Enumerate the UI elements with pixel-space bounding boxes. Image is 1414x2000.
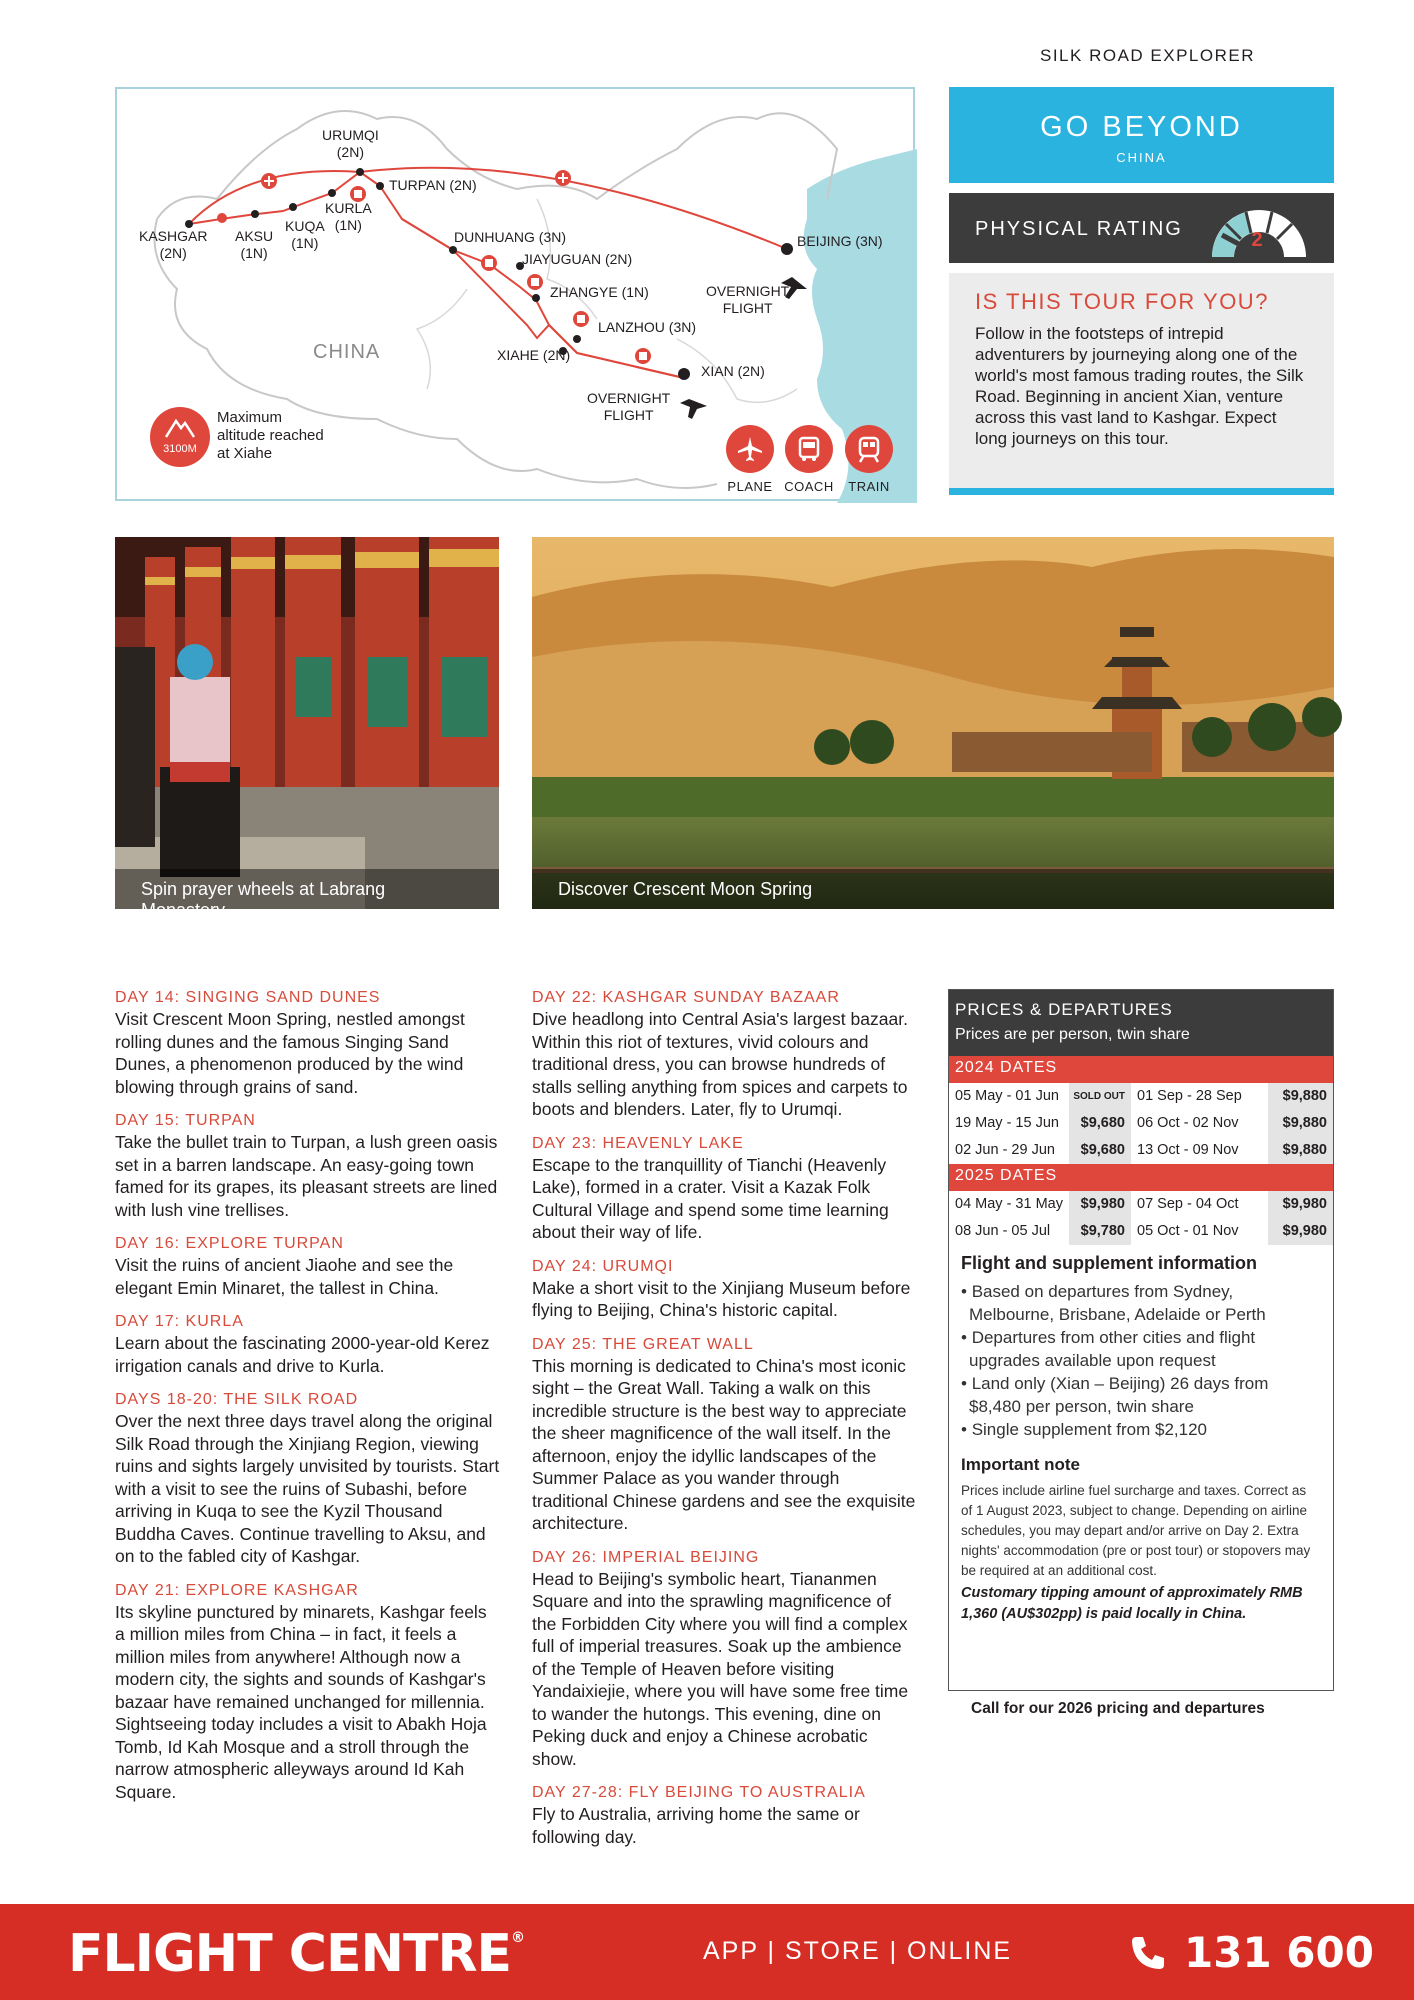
price-row (949, 1191, 1333, 1218)
legend-plane-label: PLANE (727, 479, 773, 494)
tour-description: Follow in the footsteps of intrepid adventurers by journeying along one of the world's most famous trading routes, the Silk Road. Beginning in ancient Xian, venture across this vast land to Kashgar. Expect long journeys on this tour. (975, 324, 1304, 448)
go-beyond-banner (949, 87, 1334, 183)
day-title: DAY 15: TURPAN (115, 1112, 256, 1129)
departure-date: 07 Sep - 04 Oct (1137, 1196, 1239, 1212)
tour-suitability-box (949, 273, 1334, 495)
city-label-lanzhou: LANZHOU (3N) (598, 319, 697, 335)
day-title: DAY 17: KURLA (115, 1313, 244, 1330)
altitude-badge (150, 407, 210, 467)
legend-train (839, 425, 899, 494)
city-dot-kuqa (289, 203, 297, 211)
day-title: DAY 22: KASHGAR SUNDAY BAZAAR (532, 989, 840, 1006)
day-text: Make a short visit to the Xinjiang Museum before flying to Beijing, China's historic capital. (532, 1277, 911, 1320)
sales-channels: APP | STORE | ONLINE (703, 1937, 1013, 1965)
day-title: DAY 16: EXPLORE TURPAN (115, 1235, 344, 1252)
day-text: Visit Crescent Moon Spring, nestled amongst rolling dunes and the famous Singing Sand Dunes, a phenomenon produced by the wind blowing through grains of sand. (115, 1009, 465, 1097)
series-label: SILK ROAD EXPLORER (1040, 46, 1256, 65)
call-for-pricing: Call for our 2026 pricing and departures (971, 1700, 1265, 1717)
important-note-text: Prices include airline fuel surcharge and taxes. Correct as of 1 August 2023, subject to change. Depending on airline schedules, you may depart and/or arrive on Day 2. Extra nights' accommodation (pre or post tour) or stopovers may be required at an additional cost. (961, 1483, 1311, 1578)
price-row (949, 1083, 1333, 1110)
departure-date: 05 Oct - 01 Nov (1137, 1223, 1239, 1239)
city-label-kurla: KURLA (1N) (325, 200, 372, 233)
itinerary-day (115, 1111, 500, 1221)
departure-date: 06 Oct - 02 Nov (1137, 1115, 1239, 1131)
city-label-xiahe: XIAHE (2N) (497, 347, 571, 363)
important-note-heading: Important note (961, 1455, 1080, 1474)
phone-number[interactable]: 131 600 (1184, 1928, 1374, 1977)
year-header: 2024 DATES (949, 1056, 1333, 1083)
physical-rating-bar (949, 193, 1334, 263)
city-dot-kashgar (185, 220, 193, 228)
route-plane-marker (555, 170, 571, 186)
itinerary-day (532, 1257, 917, 1322)
list-item: • Single supplement from $2,120 (961, 1418, 1321, 1441)
price-value: SOLD OUT (1069, 1083, 1131, 1110)
physical-rating-value: 2 (1251, 229, 1263, 251)
photo-caption: Discover Crescent Moon Spring (532, 869, 1334, 909)
city-dot-aksu (251, 210, 259, 218)
legend-coach (779, 425, 839, 494)
phone-icon (1128, 1933, 1168, 1973)
city-label-xian: XIAN (2N) (701, 363, 765, 379)
prices-title: PRICES & DEPARTURES (955, 1000, 1173, 1019)
itinerary-day (115, 1234, 500, 1299)
city-label-kuqa: KUQA (1N) (285, 218, 325, 251)
city-dot-turpan (376, 182, 384, 190)
itinerary-day (115, 1581, 500, 1804)
day-text: This morning is dedicated to China's most iconic sight – the Great Wall. Taking a walk on this incredible structure is the best way to appreciate the sheer magnificence of the wall itself. In the afternoon, enjoy the idyllic landscapes of the Summer Palace as you wander through traditional Chinese gardens and see the exquisite architecture. (532, 1355, 916, 1533)
itinerary-day (115, 1312, 500, 1377)
itinerary-column-left (115, 988, 500, 1816)
overnight-flight-label: OVERNIGHT FLIGHT (706, 283, 790, 316)
route-map (115, 87, 915, 501)
go-beyond-title: GO BEYOND (1040, 111, 1243, 143)
legend-plane (720, 425, 780, 494)
city-dot-lanzhou (573, 335, 581, 343)
photo-caption: Spin prayer wheels at Labrang Monastery (115, 869, 499, 909)
city-dot-dunhuang (449, 246, 457, 254)
coach-icon (795, 435, 823, 463)
altitude-text: Maximum altitude reached at Xiahe (217, 409, 324, 462)
itinerary-day (532, 988, 917, 1121)
city-dot-urumqi (356, 168, 364, 176)
ground-route (189, 172, 684, 378)
city-dot-xian (678, 368, 690, 380)
city-label-jiayuguan: JIAYUGUAN (2N) (522, 251, 633, 267)
day-text: Take the bullet train to Turpan, a lush green oasis set in a barren landscape. An easy-going town famed for its grapes, its pleasant streets are lined with lush vine trellises. (115, 1132, 498, 1220)
route-plane-marker (261, 173, 277, 189)
flight-info-list (961, 1280, 1321, 1441)
list-item: • Based on departures from Sydney, Melbourne, Brisbane, Adelaide or Perth (961, 1280, 1321, 1326)
city-label-beijing: BEIJING (3N) (797, 233, 883, 249)
crescent-moon-image (532, 537, 1334, 909)
departure-date: 08 Jun - 05 Jul (955, 1223, 1051, 1239)
list-item: • Land only (Xian – Beijing) 26 days from $8,480 per person, twin share (961, 1372, 1321, 1418)
ground-route (402, 219, 453, 250)
price-row (949, 1110, 1333, 1137)
price-value: $9,980 (1069, 1191, 1131, 1218)
northern-border (157, 111, 837, 219)
mountain-icon (164, 415, 196, 439)
departure-date: 01 Sep - 28 Sep (1137, 1088, 1242, 1104)
crescent-moon-photo (532, 537, 1334, 909)
city-label-aksu: AKSU (1N) (235, 228, 274, 261)
flight-info-heading: Flight and supplement information (961, 1253, 1257, 1273)
legend-train-label: TRAIN (848, 479, 890, 494)
important-note (961, 1455, 1321, 1625)
day-title: DAY 14: SINGING SAND DUNES (115, 989, 381, 1006)
plane-icon (736, 435, 764, 463)
route-train-marker (217, 213, 227, 223)
itinerary-day (115, 1390, 500, 1568)
departure-date: 02 Jun - 29 Jun (955, 1142, 1055, 1158)
day-text: Its skyline punctured by minarets, Kashgar feels a million miles from China – in fact, it feels a million miles from anywhere! Although now a modern city, the sights and sounds of Kashgar's bazaar have remained unchanged for millennia. Sightseeing today includes a visit to Abakh Hoja Tomb, Id Kah Mosque and a stroll through the narrow atmospheric alleyways around Id Kah Square. (115, 1601, 487, 1802)
departure-date: 05 May - 01 Jun (955, 1088, 1059, 1104)
departure-date: 13 Oct - 09 Nov (1137, 1142, 1239, 1158)
day-text: Escape to the tranquillity of Tianchi (Heavenly Lake), formed in a crater. Visit a Kazak Folk Cultural Village and spend some time learning about their way of life. (532, 1154, 889, 1242)
day-text: Dive headlong into Central Asia's largest bazaar. Within this riot of textures, vivid colours and traditional dress, you can browse hundreds of stalls selling anything from spices and carpets to boots and blenders. Later, fly to Urumqi. (532, 1009, 908, 1119)
plane-icon (680, 399, 707, 419)
registered-mark: ® (511, 1930, 525, 1946)
itinerary-day (532, 1548, 917, 1771)
province-line (417, 289, 467, 389)
prices-subtitle: Prices are per person, twin share (955, 1026, 1190, 1043)
city-dot-kurla (328, 189, 336, 197)
day-title: DAY 21: EXPLORE KASHGAR (115, 1581, 359, 1599)
day-text: Head to Beijing's symbolic heart, Tiananmen Square and into the sprawling magnificence of the Forbidden City where you will find a complex full of imperial treasures. Soak up the ambience of the Temple of Heaven before visiting Yandaixiejie, where you will have some free time to wander the hutongs. This evening, dine on Peking duck and enjoy a Chinese acrobatic show. (532, 1568, 909, 1769)
brand-logo (68, 1924, 524, 1984)
city-label-turpan: TURPAN (2N) (389, 177, 477, 193)
price-value: $9,680 (1069, 1137, 1131, 1164)
day-text: Fly to Australia, arriving home the same or following day. (532, 1804, 860, 1847)
year-header: 2025 DATES (949, 1164, 1333, 1191)
itinerary-column-right (532, 988, 917, 1861)
price-value: $9,780 (1069, 1218, 1131, 1245)
price-row (949, 1137, 1333, 1164)
prayer-wheels-image (115, 537, 499, 909)
departure-date: 04 May - 31 May (955, 1196, 1063, 1212)
route-train-marker (481, 255, 497, 271)
route-train-marker (635, 348, 651, 364)
prices-departures-box (948, 989, 1334, 1691)
price-row (949, 1218, 1333, 1245)
day-text: Learn about the fascinating 2000-year-old Kerez irrigation canals and drive to Kurla. (115, 1333, 490, 1376)
overnight-flight-label: OVERNIGHT FLIGHT (587, 390, 671, 423)
country-label: CHINA (313, 341, 381, 363)
prices-header (949, 990, 1333, 1056)
day-title: DAY 25: THE GREAT WALL (532, 1335, 754, 1353)
city-label-dunhuang: DUNHUANG (3N) (454, 229, 566, 245)
prayer-wheels-photo (115, 537, 499, 920)
price-value: $9,980 (1268, 1191, 1333, 1218)
city-label-urumqi: URUMQI (2N) (322, 127, 379, 160)
price-value: $9,880 (1268, 1110, 1333, 1137)
price-value: $9,880 (1268, 1137, 1333, 1164)
city-dot-zhangye (532, 294, 540, 302)
brand-name: FLIGHT CENTRE (68, 1924, 512, 1984)
day-title: DAY 23: HEAVENLY LAKE (532, 1134, 744, 1152)
itinerary-day (532, 1783, 917, 1848)
tour-heading: IS THIS TOUR FOR YOU? (975, 289, 1269, 314)
city-dot-beijing (781, 243, 793, 255)
destination-label: CHINA (1116, 150, 1167, 165)
day-title: DAY 27-28: FLY BEIJING TO AUSTRALIA (532, 1784, 866, 1801)
price-value: $9,680 (1069, 1110, 1131, 1137)
price-value: $9,880 (1268, 1083, 1333, 1110)
itinerary-day (532, 1134, 917, 1244)
day-text: Over the next three days travel along the original Silk Road through the Xinjiang Region, viewing ruins and sights largely unvisited by tourists. Start with a visit to see the ruins of Subashi, before arriving in Kuqa to see the Kyzil Thousand Buddha Caves. Continue travelling to Aksu, and on to the fabled city of Kashgar. (115, 1411, 500, 1566)
train-icon (855, 435, 883, 463)
legend-coach-label: COACH (784, 479, 834, 494)
physical-rating-label: PHYSICAL RATING (975, 218, 1183, 240)
day-title: DAYS 18-20: THE SILK ROAD (115, 1391, 359, 1408)
flight-info-section (949, 1245, 1333, 1625)
route-train-marker (573, 311, 589, 327)
city-label-zhangye: ZHANGYE (1N) (550, 284, 649, 300)
day-title: DAY 26: IMPERIAL BEIJING (532, 1548, 760, 1566)
departure-date: 19 May - 15 Jun (955, 1115, 1059, 1131)
route-train-marker (527, 274, 543, 290)
tipping-note: Customary tipping amount of approximately RMB 1,360 (AU$302pp) is paid locally in China. (961, 1585, 1303, 1622)
city-label-kashgar: KASHGAR (2N) (139, 228, 208, 261)
itinerary-day (115, 988, 500, 1098)
itinerary-day (532, 1335, 917, 1535)
price-value: $9,980 (1268, 1218, 1333, 1245)
day-text: Visit the ruins of ancient Jiaohe and see the elegant Emin Minaret, the tallest in China. (115, 1255, 454, 1298)
list-item: • Departures from other cities and flight upgrades available upon request (961, 1326, 1321, 1372)
altitude-value: 3100M (163, 443, 197, 455)
footer-bar (0, 1904, 1414, 2000)
day-title: DAY 24: URUMQI (532, 1257, 674, 1275)
